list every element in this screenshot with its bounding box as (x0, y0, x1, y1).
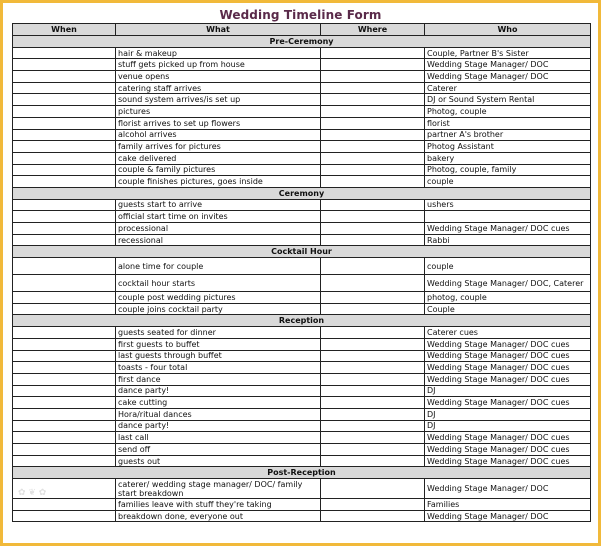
cell-who: Wedding Stage Manager/ DOC (425, 71, 591, 83)
cell-who: Wedding Stage Manager/ DOC cues (425, 455, 591, 467)
cell-what: official start time on invites (116, 211, 321, 223)
cell-who: Wedding Stage Manager/ DOC cues (425, 350, 591, 362)
header-who: Who (425, 24, 591, 36)
cell-where (321, 432, 425, 444)
cell-what: couple post wedding pictures (116, 292, 321, 304)
cell-when (13, 444, 116, 456)
section-title: Reception (13, 315, 591, 327)
cell-what: first dance (116, 373, 321, 385)
cell-what: alcohol arrives (116, 129, 321, 141)
cell-what: guests out (116, 455, 321, 467)
cell-where (321, 327, 425, 339)
cell-when (13, 292, 116, 304)
cell-who: Wedding Stage Manager/ DOC (425, 59, 591, 71)
cell-who: Wedding Stage Manager/ DOC, Caterer (425, 275, 591, 292)
cell-where (321, 82, 425, 94)
cell-who: photog, couple (425, 292, 591, 304)
cell-what: family arrives for pictures (116, 141, 321, 153)
table-row (13, 106, 591, 118)
cell-what: dance party! (116, 385, 321, 397)
cell-what: last guests through buffet (116, 350, 321, 362)
table-row (13, 275, 591, 292)
table-row (13, 303, 591, 315)
cell-who: Wedding Stage Manager/ DOC (425, 479, 591, 499)
cell-what: guests start to arrive (116, 199, 321, 211)
cell-what: pictures (116, 106, 321, 118)
header-where: Where (321, 24, 425, 36)
table-row (13, 499, 591, 511)
cell-where (321, 362, 425, 374)
table-row (13, 397, 591, 409)
cell-when (13, 327, 116, 339)
cell-who: Photog, couple, family (425, 164, 591, 176)
cell-what: stuff gets picked up from house (116, 59, 321, 71)
table-row (13, 234, 591, 246)
table-row (13, 432, 591, 444)
cell-what: alone time for couple (116, 258, 321, 275)
table-row (13, 327, 591, 339)
cell-when (13, 397, 116, 409)
cell-where (321, 408, 425, 420)
section-title: Ceremony (13, 187, 591, 199)
cell-where (321, 292, 425, 304)
header-when: When (13, 24, 116, 36)
table-row (13, 258, 591, 275)
table-row (13, 479, 591, 499)
cell-when (13, 408, 116, 420)
cell-who: Wedding Stage Manager/ DOC cues (425, 397, 591, 409)
cell-when (13, 211, 116, 223)
cell-where (321, 47, 425, 59)
cell-when (13, 199, 116, 211)
cell-when (13, 362, 116, 374)
table-row (13, 455, 591, 467)
cell-what: couple finishes pictures, goes inside (116, 176, 321, 188)
cell-where (321, 71, 425, 83)
cell-what: families leave with stuff they're taking (116, 499, 321, 511)
cell-where (321, 234, 425, 246)
cell-what: couple & family pictures (116, 164, 321, 176)
cell-who: Wedding Stage Manager/ DOC cues (425, 223, 591, 235)
cell-what: catering staff arrives (116, 82, 321, 94)
cell-who: Wedding Stage Manager/ DOC cues (425, 373, 591, 385)
cell-when (13, 350, 116, 362)
cell-who: couple (425, 176, 591, 188)
page-title: Wedding Timeline Form (219, 8, 382, 22)
table-row (13, 338, 591, 350)
cell-what: processional (116, 223, 321, 235)
section-header-row (13, 315, 591, 327)
cell-when (13, 94, 116, 106)
header-row (13, 24, 591, 36)
cell-when (13, 258, 116, 275)
cell-who: Wedding Stage Manager/ DOC cues (425, 362, 591, 374)
cell-where (321, 338, 425, 350)
header-what: What (116, 24, 321, 36)
cell-where (321, 444, 425, 456)
cell-when (13, 82, 116, 94)
cell-where (321, 152, 425, 164)
cell-where (321, 141, 425, 153)
cell-when (13, 303, 116, 315)
section-header-row (13, 187, 591, 199)
cell-what: recessional (116, 234, 321, 246)
cell-what: Hora/ritual dances (116, 408, 321, 420)
cell-where (321, 199, 425, 211)
section-title: Post-Reception (13, 467, 591, 479)
cell-what: last call (116, 432, 321, 444)
cell-what: sound system arrives/is set up (116, 94, 321, 106)
cell-when (13, 129, 116, 141)
cell-where (321, 455, 425, 467)
table-row (13, 59, 591, 71)
table-row (13, 82, 591, 94)
cell-what: dance party! (116, 420, 321, 432)
cell-what: breakdown done, everyone out (116, 510, 321, 522)
cell-who: Photog, couple (425, 106, 591, 118)
cell-where (321, 176, 425, 188)
cell-when (13, 59, 116, 71)
cell-when (13, 455, 116, 467)
cell-who: Caterer cues (425, 327, 591, 339)
cell-what: hair & makeup (116, 47, 321, 59)
cell-where (321, 106, 425, 118)
cell-what: cake cutting (116, 397, 321, 409)
cell-where (321, 117, 425, 129)
section-title: Cocktail Hour (13, 246, 591, 258)
cell-when (13, 420, 116, 432)
cell-who: partner A's brother (425, 129, 591, 141)
cell-when (13, 106, 116, 118)
cell-where (321, 164, 425, 176)
cell-what: venue opens (116, 71, 321, 83)
cell-where (321, 223, 425, 235)
cell-when (13, 152, 116, 164)
cell-when (13, 71, 116, 83)
cell-where (321, 275, 425, 292)
cell-where (321, 129, 425, 141)
cell-who: Wedding Stage Manager/ DOC cues (425, 338, 591, 350)
cell-when (13, 499, 116, 511)
cell-what: guests seated for dinner (116, 327, 321, 339)
cell-where (321, 59, 425, 71)
cell-when (13, 117, 116, 129)
cell-where (321, 373, 425, 385)
cell-when (13, 141, 116, 153)
cell-who: Rabbi (425, 234, 591, 246)
timeline-body (13, 36, 591, 522)
cell-where (321, 420, 425, 432)
table-row (13, 373, 591, 385)
cell-who: Families (425, 499, 591, 511)
cell-where (321, 258, 425, 275)
section-title: Pre-Ceremony (13, 36, 591, 48)
cell-when (13, 385, 116, 397)
cell-where (321, 211, 425, 223)
watermark-image: ✿ ❦ ✿ (18, 488, 47, 498)
cell-who: bakery (425, 152, 591, 164)
section-header-row (13, 246, 591, 258)
cell-what: toasts - four total (116, 362, 321, 374)
table-row (13, 223, 591, 235)
table-row (13, 350, 591, 362)
cell-who: Couple, Partner B's Sister (425, 47, 591, 59)
cell-where (321, 350, 425, 362)
timeline-table (12, 23, 591, 522)
cell-when (13, 432, 116, 444)
table-row (13, 510, 591, 522)
table-row (13, 47, 591, 59)
table-row (13, 152, 591, 164)
cell-what: caterer/ wedding stage manager/ DOC/ family start breakdown (116, 479, 321, 499)
table-row (13, 444, 591, 456)
cell-what: first guests to buffet (116, 338, 321, 350)
section-header-row (13, 36, 591, 48)
cell-who (425, 211, 591, 223)
cell-when (13, 223, 116, 235)
cell-who: DJ (425, 420, 591, 432)
cell-when (13, 164, 116, 176)
table-row (13, 71, 591, 83)
cell-who: Wedding Stage Manager/ DOC (425, 510, 591, 522)
cell-when (13, 234, 116, 246)
table-row (13, 117, 591, 129)
cell-who: DJ (425, 408, 591, 420)
table-row (13, 292, 591, 304)
cell-where (321, 499, 425, 511)
table-row (13, 129, 591, 141)
cell-when (13, 510, 116, 522)
table-row (13, 199, 591, 211)
cell-when (13, 338, 116, 350)
cell-who: florist (425, 117, 591, 129)
cell-where (321, 385, 425, 397)
table-row (13, 408, 591, 420)
cell-when (13, 275, 116, 292)
cell-when (13, 47, 116, 59)
cell-who: Couple (425, 303, 591, 315)
cell-who: couple (425, 258, 591, 275)
table-row (13, 385, 591, 397)
cell-who: ushers (425, 199, 591, 211)
table-row (13, 141, 591, 153)
cell-who: DJ (425, 385, 591, 397)
cell-what: cake delivered (116, 152, 321, 164)
cell-who: Photog Assistant (425, 141, 591, 153)
table-row (13, 362, 591, 374)
cell-who: Caterer (425, 82, 591, 94)
cell-who: DJ or Sound System Rental (425, 94, 591, 106)
cell-what: send off (116, 444, 321, 456)
table-row (13, 211, 591, 223)
table-row (13, 164, 591, 176)
table-row (13, 420, 591, 432)
cell-who: Wedding Stage Manager/ DOC cues (425, 444, 591, 456)
cell-what: couple joins cocktail party (116, 303, 321, 315)
cell-what: cocktail hour starts (116, 275, 321, 292)
cell-where (321, 510, 425, 522)
cell-where (321, 479, 425, 499)
cell-what: florist arrives to set up flowers (116, 117, 321, 129)
cell-when (13, 176, 116, 188)
cell-where (321, 397, 425, 409)
cell-where (321, 303, 425, 315)
table-row (13, 176, 591, 188)
section-header-row (13, 467, 591, 479)
cell-who: Wedding Stage Manager/ DOC cues (425, 432, 591, 444)
cell-when (13, 373, 116, 385)
cell-where (321, 94, 425, 106)
table-row (13, 94, 591, 106)
